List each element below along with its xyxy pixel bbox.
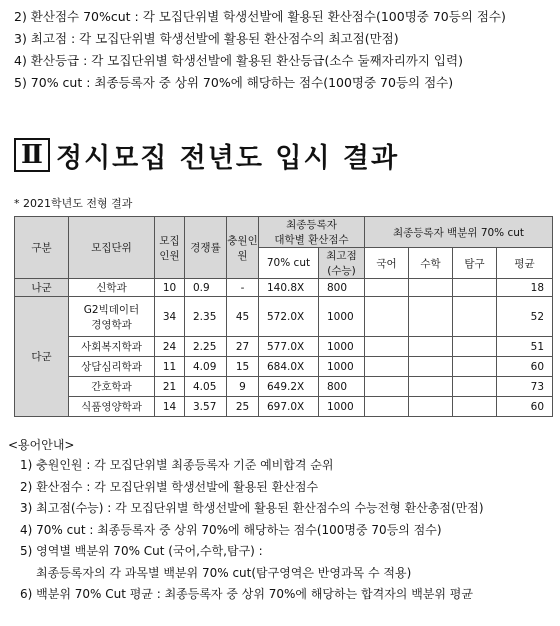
quota-cell: 14 — [155, 397, 185, 417]
rate-cell: 4.09 — [185, 357, 227, 377]
unit-cell: 상담심리학과 — [69, 357, 155, 377]
quota-cell: 10 — [155, 279, 185, 297]
table-row — [15, 397, 553, 417]
filled-cell: 9 — [227, 377, 259, 397]
explore-cell — [453, 337, 497, 357]
header-explore: 탐구 — [453, 248, 497, 279]
max-cell: 800 — [319, 377, 365, 397]
section-number-box: Ⅱ — [14, 138, 50, 172]
avg-cell: 52 — [497, 297, 553, 337]
note-line: 4) 환산등급 : 각 모집단위별 학생선발에 활용된 환산등급(소수 둘째자리까지 입력) — [14, 53, 463, 68]
table-row — [15, 357, 553, 377]
admission-result-table — [14, 216, 553, 417]
filled-cell: 27 — [227, 337, 259, 357]
explore-cell — [453, 397, 497, 417]
quota-cell: 24 — [155, 337, 185, 357]
header-cut70: 70% cut — [259, 248, 319, 279]
note-line: 3) 최고점 : 각 모집단위별 학생선발에 활용된 환산점수의 최고점(만점) — [14, 31, 399, 46]
cut70-cell: 684.0X — [259, 357, 319, 377]
note-line: 5) 70% cut : 최종등록자 중 상위 70%에 해당하는 점수(100명중 70등의 점수) — [14, 75, 454, 90]
table-row — [15, 337, 553, 357]
rate-cell: 4.05 — [185, 377, 227, 397]
unit-cell: 식품영양학과 — [69, 397, 155, 417]
header-pct-group: 최종등록자 백분위 70% cut — [365, 217, 553, 248]
section-title — [14, 137, 399, 173]
avg-cell: 18 — [497, 279, 553, 297]
explore-cell — [453, 377, 497, 397]
header-avg: 평균 — [497, 248, 553, 279]
guide-line: 최종등록자의 각 과목별 백분위 70% cut(탐구영역은 반영과목 수 적용) — [36, 565, 412, 580]
avg-cell: 60 — [497, 357, 553, 377]
table-body — [15, 279, 553, 417]
quota-cell: 34 — [155, 297, 185, 337]
guide-line: 2) 환산점수 : 각 모집단위별 학생선발에 활용된 환산점수 — [20, 479, 319, 494]
explore-cell — [453, 297, 497, 337]
filled-cell: 15 — [227, 357, 259, 377]
kor-cell — [365, 337, 409, 357]
quota-cell: 21 — [155, 377, 185, 397]
avg-cell: 60 — [497, 397, 553, 417]
math-cell — [409, 357, 453, 377]
filled-cell: 45 — [227, 297, 259, 337]
kor-cell — [365, 297, 409, 337]
rate-cell: 2.25 — [185, 337, 227, 357]
header-math: 수학 — [409, 248, 453, 279]
table-row — [15, 279, 553, 297]
unit-cell: 신학과 — [69, 279, 155, 297]
guide-line: 1) 충원인원 : 각 모집단위별 최종등록자 기준 예비합격 순위 — [20, 458, 334, 472]
guide-heading: <용어안내> — [8, 438, 75, 452]
rate-cell: 3.57 — [185, 397, 227, 417]
max-cell: 800 — [319, 279, 365, 297]
kor-cell — [365, 377, 409, 397]
table-row — [15, 377, 553, 397]
section-title-text: 정시모집 전년도 입시 결과 — [56, 142, 400, 174]
rate-cell: 0.9 — [185, 279, 227, 297]
math-cell — [409, 297, 453, 337]
guide-line: 6) 백분위 70% Cut 평균 : 최종등록자 중 상위 70%에 해당하는 합격자의 백분위 평균 — [20, 587, 473, 601]
group-label: 다군 — [15, 297, 69, 417]
header-rate: 경쟁률 — [185, 217, 227, 279]
cut70-cell: 649.2X — [259, 377, 319, 397]
table-row — [15, 297, 553, 337]
rate-cell: 2.35 — [185, 297, 227, 337]
filled-cell: 25 — [227, 397, 259, 417]
max-cell: 1000 — [319, 357, 365, 377]
cut70-cell: 140.8X — [259, 279, 319, 297]
header-kor: 국어 — [365, 248, 409, 279]
unit-cell: G2빅데이터 경영학과 — [69, 297, 155, 337]
group-label: 나군 — [15, 279, 69, 297]
math-cell — [409, 397, 453, 417]
kor-cell — [365, 357, 409, 377]
math-cell — [409, 337, 453, 357]
filled-cell: - — [227, 279, 259, 297]
explore-cell — [453, 357, 497, 377]
header-unit: 모집단위 — [69, 217, 155, 279]
math-cell — [409, 279, 453, 297]
quota-cell: 11 — [155, 357, 185, 377]
unit-cell: 사회복지학과 — [69, 337, 155, 357]
cut70-cell: 572.0X — [259, 297, 319, 337]
terminology-guide — [8, 435, 553, 606]
unit-cell: 간호학과 — [69, 377, 155, 397]
note-line: 2) 환산점수 70%cut : 각 모집단위별 학생선발에 활용된 환산점수(100명중 70등의 점수) — [14, 9, 506, 24]
kor-cell — [365, 279, 409, 297]
cut70-cell: 697.0X — [259, 397, 319, 417]
cut70-cell: 577.0X — [259, 337, 319, 357]
math-cell — [409, 377, 453, 397]
avg-cell: 73 — [497, 377, 553, 397]
avg-cell: 51 — [497, 337, 553, 357]
header-gubun: 구분 — [15, 217, 69, 279]
header-final-group: 최종등록자 대학별 환산점수 — [259, 217, 365, 248]
explore-cell — [453, 279, 497, 297]
max-cell: 1000 — [319, 337, 365, 357]
guide-line: 4) 70% cut : 최종등록자 중 상위 70%에 해당하는 점수(100명중 70등의 점수) — [20, 522, 442, 537]
kor-cell — [365, 397, 409, 417]
guide-line: 5) 영역별 백분위 70% Cut (국어,수학,탐구) : — [20, 544, 263, 558]
header-filled: 충원인 원 — [227, 217, 259, 279]
table-caption: * 2021학년도 전형 결과 — [14, 197, 133, 210]
max-cell: 1000 — [319, 297, 365, 337]
top-notes — [14, 6, 554, 94]
header-quota: 모집 인원 — [155, 217, 185, 279]
guide-line: 3) 최고점(수능) : 각 모집단위별 학생선발에 활용된 환산점수의 수능전형 환산총점(만점) — [20, 501, 484, 515]
header-max: 최고점 (수능) — [319, 248, 365, 279]
max-cell: 1000 — [319, 397, 365, 417]
